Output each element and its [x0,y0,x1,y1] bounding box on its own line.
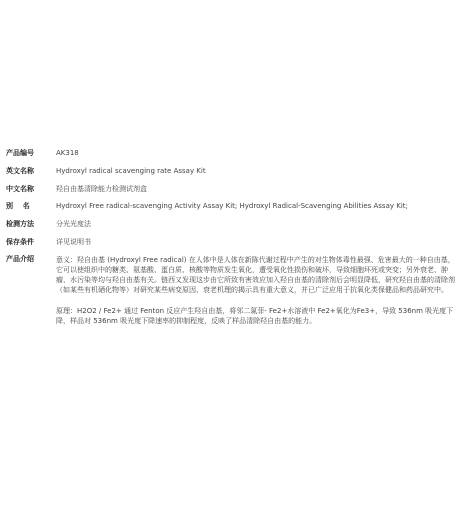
field-product-code [6,149,461,158]
product-sheet [6,145,461,326]
field-english-name [6,167,461,176]
storage-conditions-label: 保存条件 [6,238,34,246]
field-storage-conditions [6,238,461,247]
intro-significance-paragraph: 意义：羟自由基 (Hydroxyl Free radical) 在人体中是人体在新陈代谢过程中产生的对生物体毒性最强、危害最大的一种自由基，它可以使组织中的糖类、氨基酸、蛋白质、核酸等物质发生氧化，遭受氧化性损伤和破坏，导致细胞坏死或突变；另外衰老、肿瘤、水污染等均与羟自由基有关。链西又发现这步由它所致有害效应加入羟自由基的清除剂后会明显降低，研究羟自由基的清除剂（如某些有机硒化物等）对研究某些病变原因、衰老机理的揭示具有重大意义，并已广泛应用于抗氧化类保健品和药品研究中。 [56,256,455,294]
intro-principle-paragraph: 原理：H2O2 / Fe2+ 通过 Fenton 反应产生羟自由基，将邻二氮菲- Fe2+水溶液中 Fe2+氧化为Fe3+，导致 536nm 吸光度下降，样品对 536nm 吸光度下降速率的抑制程度，反映了样品清除羟自由基的能力。 [56,307,454,325]
english-name-value: Hydroxyl radical scavenging rate Assay Kit [56,167,206,175]
field-detection-method [6,220,461,229]
field-product-intro [6,255,461,326]
alias-label: 别 名 [6,202,30,210]
alias-value: Hydroxyl Free radical-scavenging Activity Assay Kit; Hydroxyl Radical-Scavenging Abilities Assay Kit; [56,202,408,210]
product-intro-body [56,255,461,326]
detection-method-label: 检测方法 [6,220,34,228]
field-alias [6,202,461,211]
field-chinese-name [6,185,461,194]
chinese-name-label: 中文名称 [6,185,34,193]
english-name-label: 英文名称 [6,167,34,175]
chinese-name-value: 羟自由基清除能力检测试剂盒 [56,185,147,193]
storage-conditions-value: 详见说明书 [56,238,91,246]
detection-method-value: 分光光度法 [56,220,91,228]
product-code-value: AK318 [56,149,79,157]
product-intro-label: 产品介绍 [6,255,34,263]
product-code-label: 产品编号 [6,149,34,157]
